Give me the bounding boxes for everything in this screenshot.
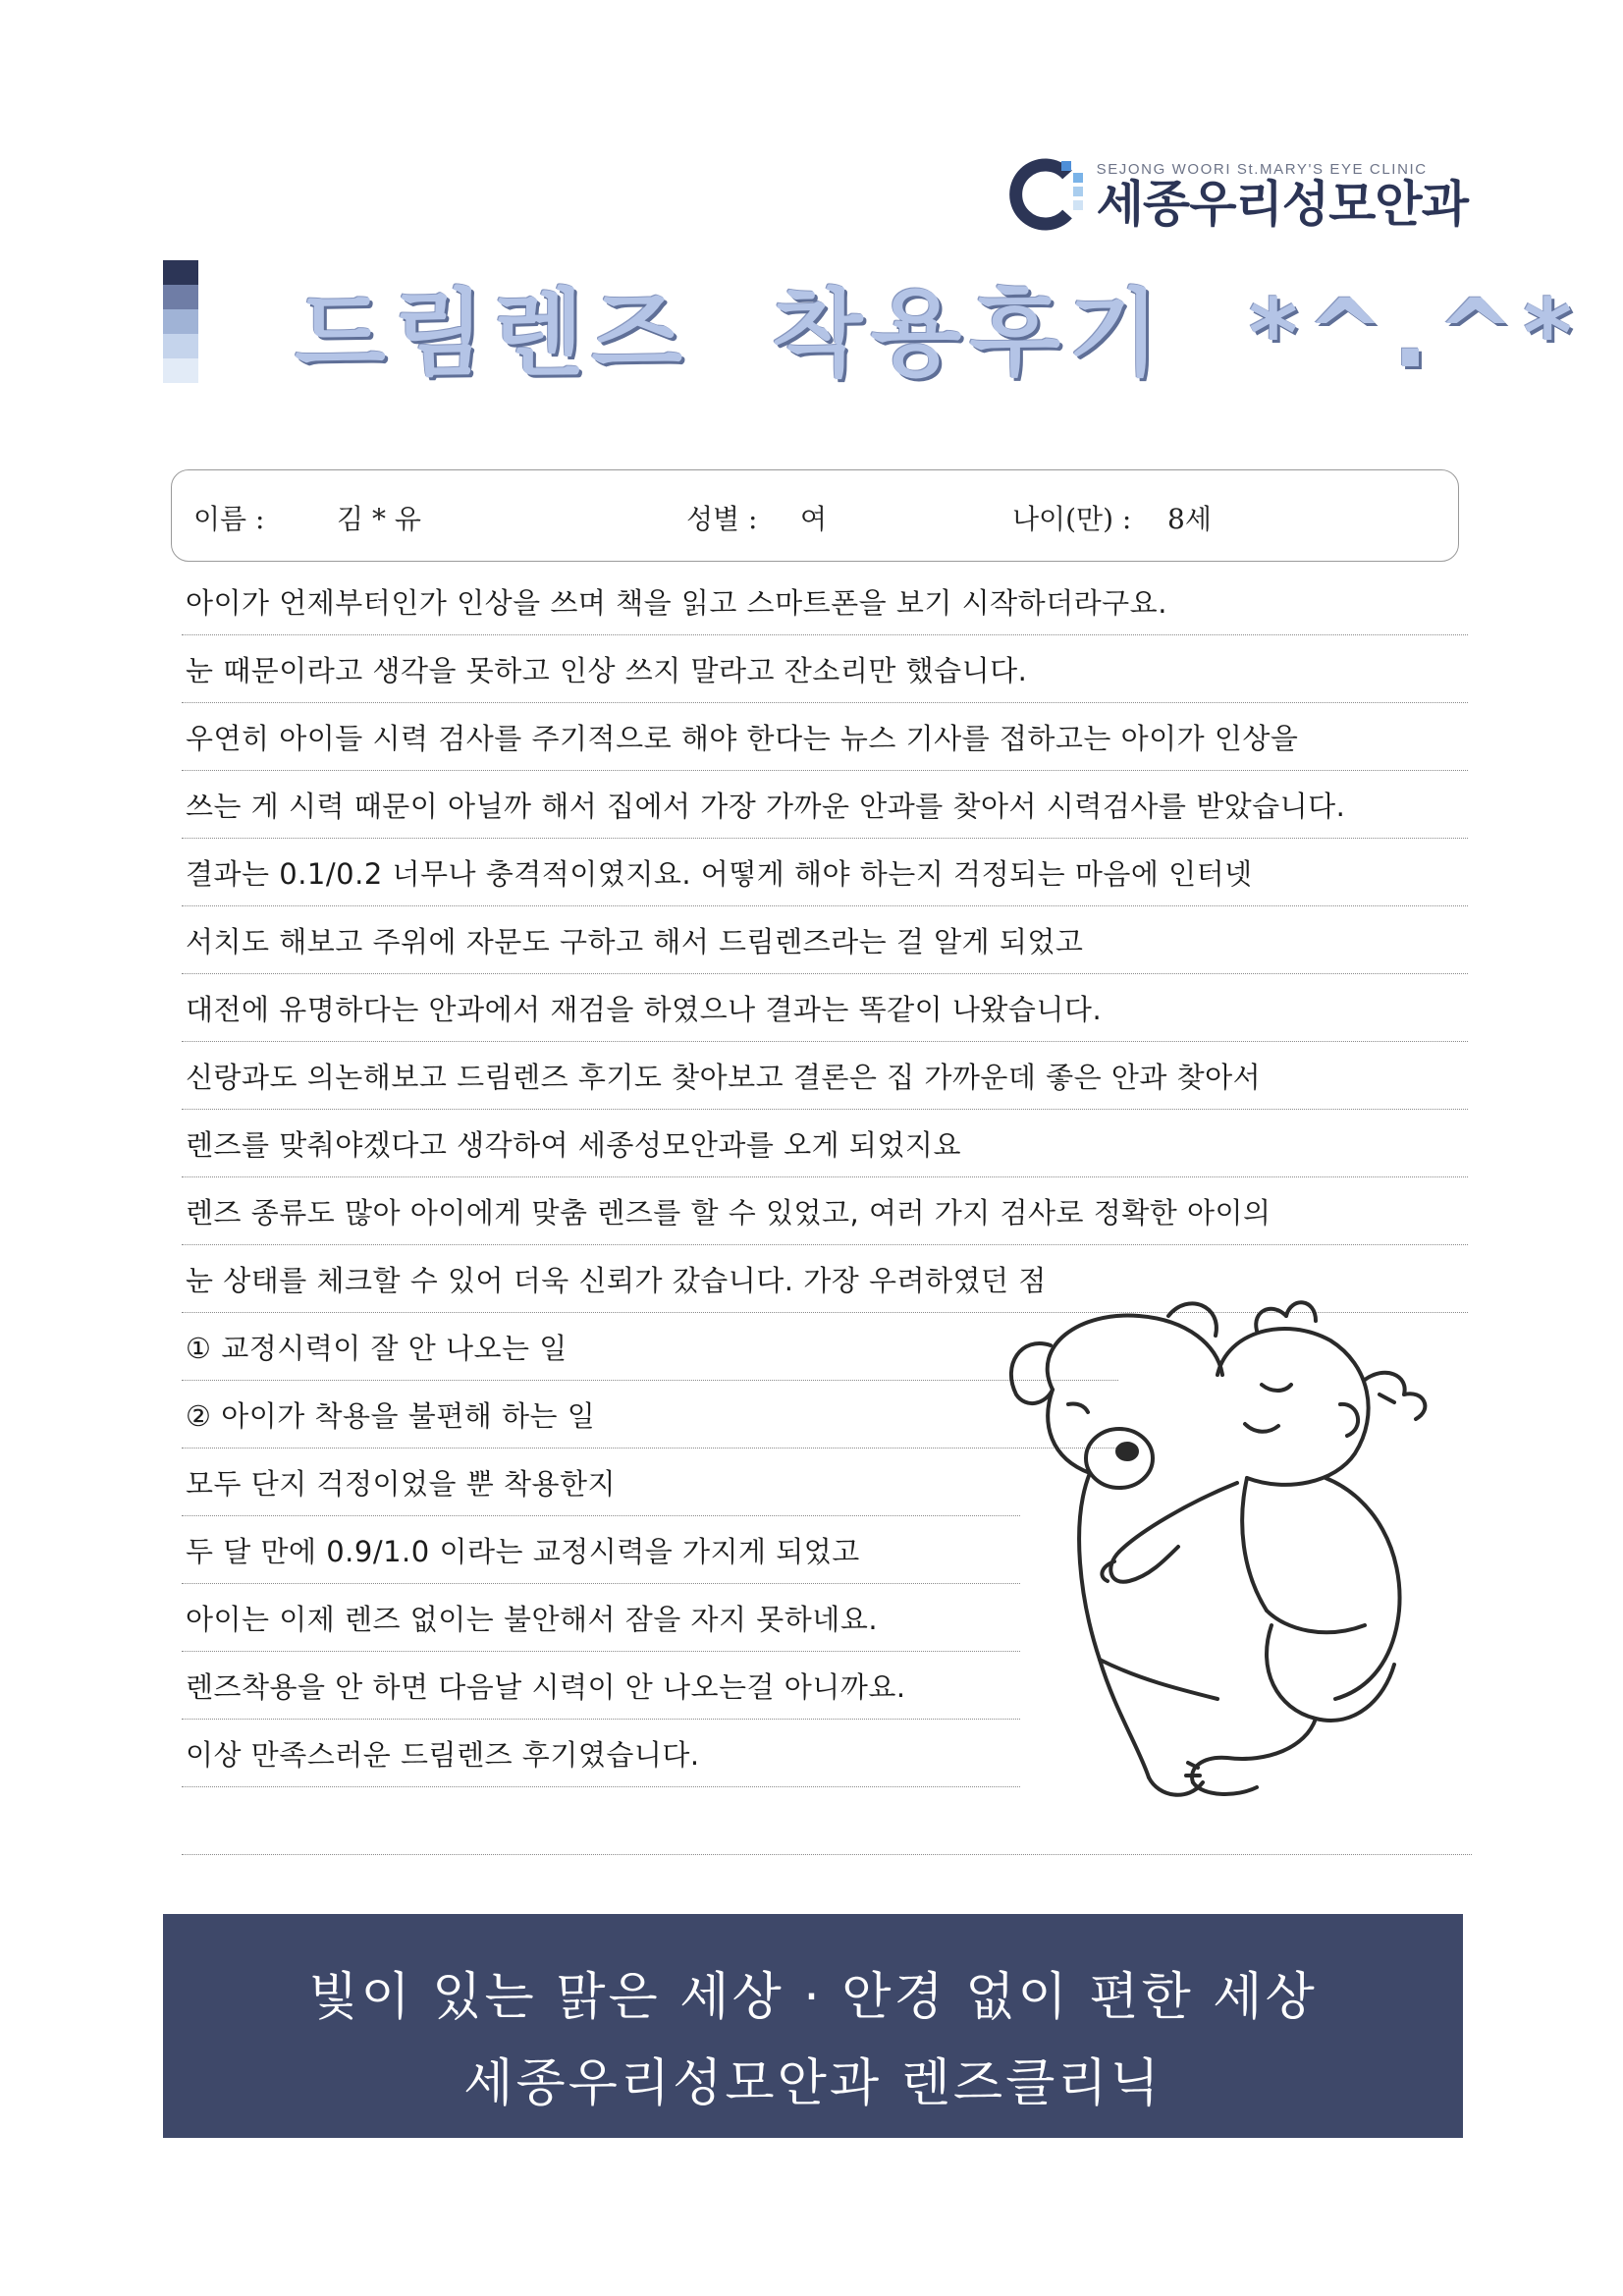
banner-clinic-name: 세종우리성모안과 렌즈클리닉 (463, 2054, 1163, 2113)
review-line: 신랑과도 의논해보고 드림렌즈 후기도 찾아보고 결론은 집 가까운데 좋은 안과 찾아서 (182, 1042, 1468, 1110)
review-line: 서치도 해보고 주위에 자문도 구하고 해서 드림렌즈라는 걸 알게 되었고 (182, 906, 1468, 974)
review-line: 렌즈 종류도 많아 아이에게 맞춤 렌즈를 할 수 있었고, 여러 가지 검사로 정확한 아이의 (182, 1177, 1468, 1245)
review-line: 두 달 만에 0.9/1.0 이라는 교정시력을 가지게 되었고 (182, 1516, 1020, 1584)
review-line: 렌즈를 맞춰야겠다고 생각하여 세종성모안과를 오게 되었지요 (182, 1110, 1468, 1177)
reviewer-info-box (171, 469, 1459, 562)
review-line: 렌즈착용을 안 하면 다음날 시력이 안 나오는걸 아니까요. (182, 1652, 1020, 1720)
review-line: 쓰는 게 시력 때문이 아닐까 해서 집에서 가장 가까운 안과를 찾아서 시력검사를 받았습니다. (182, 771, 1468, 839)
age-label: 나이(만) : (1012, 503, 1132, 535)
review-line: 우연히 아이들 시력 검사를 주기적으로 해야 한다는 뉴스 기사를 접하고는 아이가 인상을 (182, 703, 1468, 771)
review-line: 눈 상태를 체크할 수 있어 더욱 신뢰가 갔습니다. 가장 우려하였던 점 (182, 1245, 1468, 1313)
footer-banner (163, 1914, 1463, 2138)
logo-name-ko: 세종우리성모안과 (1096, 175, 1468, 233)
page-title: 드림렌즈 착용후기 *^.^* (295, 279, 1581, 389)
review-line: ② 아이가 착용을 불편해 하는 일 (182, 1381, 1118, 1449)
banner-slogan: 빛이 있는 맑은 세상 · 안경 없이 편한 세상 (308, 1968, 1318, 2027)
gender-label: 성별 : (686, 503, 758, 535)
review-line: 아이가 언제부터인가 인상을 쓰며 책을 읽고 스마트폰을 보기 시작하더라구요. (182, 568, 1468, 635)
clinic-logo (1004, 153, 1468, 236)
review-line: 이상 만족스러운 드림렌즈 후기였습니다. (182, 1720, 1020, 1787)
eye-clinic-logo-icon (1004, 153, 1087, 236)
gender-value: 여 (800, 503, 828, 535)
review-line: 눈 때문이라고 생각을 못하고 인상 쓰지 말라고 잔소리만 했습니다. (182, 635, 1468, 703)
review-line: 결과는 0.1/0.2 너무나 충격적이였지요. 어떻게 해야 하는지 걱정되는 마음에 인터넷 (182, 839, 1468, 906)
logo-name-en: SEJONG WOORI St.MARY'S EYE CLINIC (1096, 160, 1428, 178)
name-label: 이름 : (193, 503, 265, 535)
review-line: 아이는 이제 렌즈 없이는 불안해서 잠을 자지 못하네요. (182, 1584, 1020, 1652)
name-value: 김 * 유 (337, 503, 421, 535)
review-line: 모두 단지 걱정이었을 뿐 착용한지 (182, 1449, 1020, 1516)
review-line: ① 교정시력이 잘 안 나오는 일 (182, 1313, 1118, 1381)
review-line: 대전에 유명하다는 안과에서 재검을 하였으나 결과는 똑같이 나왔습니다. (182, 974, 1468, 1042)
age-value: 8세 (1167, 503, 1212, 535)
child-hugging-bear-illustration (992, 1286, 1453, 1807)
title-accent-bars (163, 260, 198, 383)
